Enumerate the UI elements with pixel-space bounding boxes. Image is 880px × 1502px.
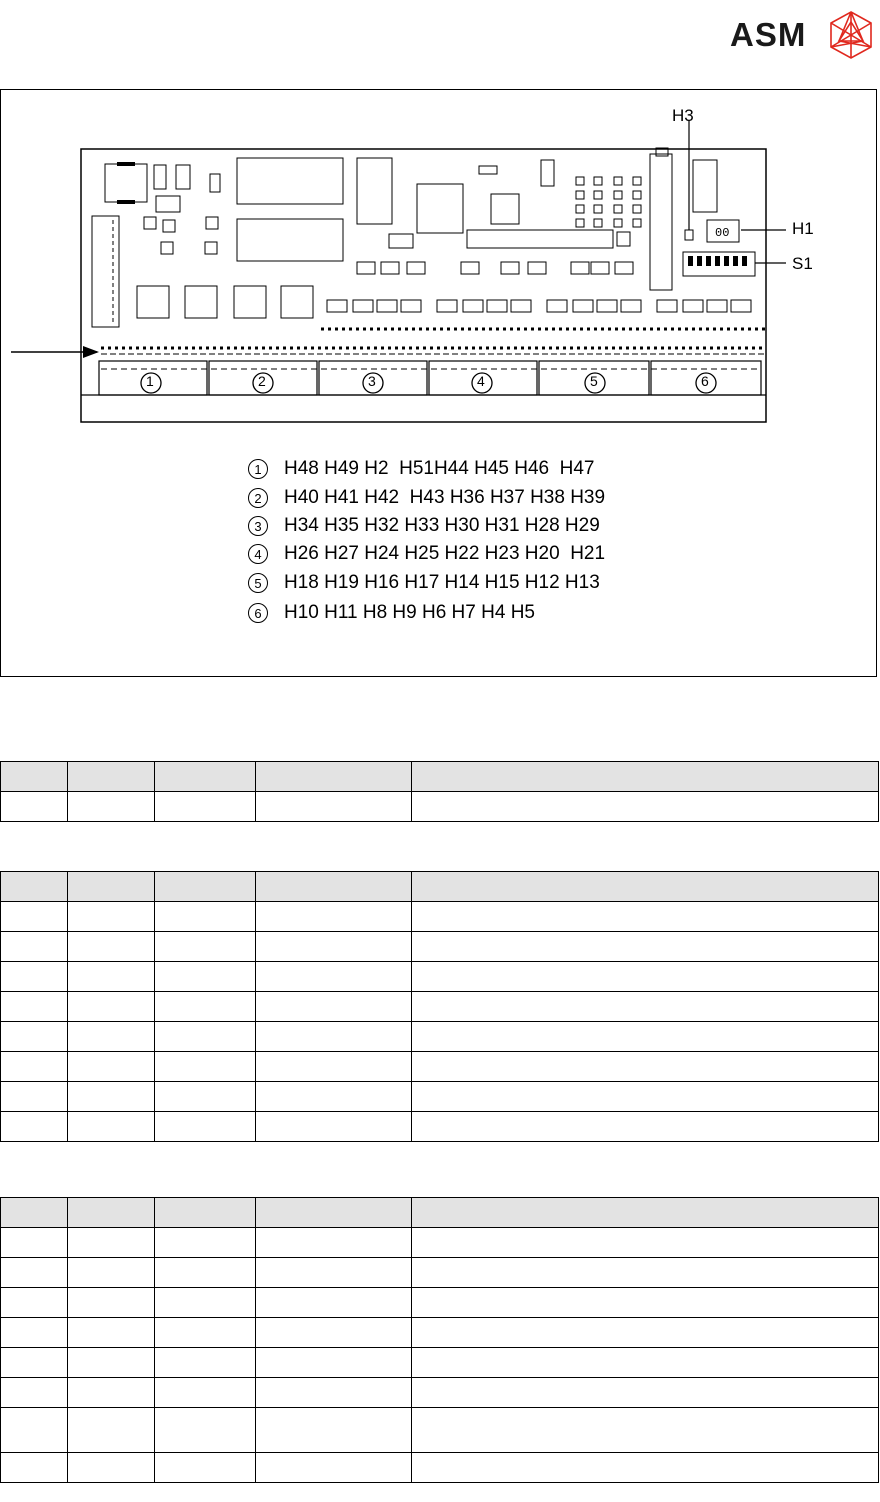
table-1 [0, 761, 879, 822]
table-row [1, 1258, 879, 1288]
table-row [1, 1453, 879, 1483]
table-row [1, 1228, 879, 1258]
table-row [1, 1082, 879, 1112]
polyhedron-logo-icon [826, 10, 876, 60]
table-row [1, 962, 879, 992]
connector-number: 4 [477, 373, 485, 389]
logo-text: ASM [730, 16, 807, 53]
connector-number: 6 [701, 373, 709, 389]
legend-row [248, 571, 600, 595]
legend-text: H26 H27 H24 H25 H22 H23 H20 H21 [284, 543, 606, 564]
table-header-row [1, 1198, 879, 1228]
asm-logo [730, 10, 880, 60]
legend-text: H34 H35 H32 H33 H30 H31 H28 H29 [284, 515, 600, 536]
table-row [1, 1408, 879, 1453]
callout-h1: H1 [792, 219, 814, 238]
legend-number: 1 [248, 459, 268, 479]
legend-text: H18 H19 H16 H17 H14 H15 H12 H13 [284, 572, 600, 593]
legend-number: 3 [248, 516, 268, 536]
table-3 [0, 1197, 879, 1483]
legend-number: 2 [248, 488, 268, 508]
legend-text: H10 H11 H8 H9 H6 H7 H4 H5 [284, 602, 535, 623]
table-row [1, 992, 879, 1022]
table-row [1, 1348, 879, 1378]
legend-number: 6 [248, 603, 268, 623]
table-row [1, 1052, 879, 1082]
table-row [1, 902, 879, 932]
legend-row [248, 601, 535, 625]
legend-text: H48 H49 H2 H51H44 H45 H46 H47 [284, 458, 595, 479]
legend-number: 5 [248, 573, 268, 593]
connector-number: 2 [258, 373, 266, 389]
legend-row [248, 542, 605, 566]
callout-s1: S1 [792, 254, 813, 273]
legend-text: H40 H41 H42 H43 H36 H37 H38 H39 [284, 487, 606, 508]
connector-number: 3 [368, 373, 376, 389]
table-row [1, 1288, 879, 1318]
table-row [1, 1112, 879, 1142]
table-row [1, 1318, 879, 1348]
table-2 [0, 871, 879, 1142]
connector-number: 5 [590, 373, 598, 389]
legend-row [248, 486, 605, 510]
legend-number: 4 [248, 544, 268, 564]
table-row [1, 792, 879, 822]
table-row [1, 1378, 879, 1408]
legend-row [248, 457, 595, 481]
table-header-row [1, 762, 879, 792]
callout-h3: H3 [672, 106, 694, 125]
table-row [1, 1022, 879, 1052]
table-row [1, 932, 879, 962]
svg-text:00: 00 [715, 226, 730, 240]
connector-number: 1 [146, 373, 154, 389]
table-header-row [1, 872, 879, 902]
board-figure [0, 89, 877, 677]
legend-row [248, 514, 600, 538]
